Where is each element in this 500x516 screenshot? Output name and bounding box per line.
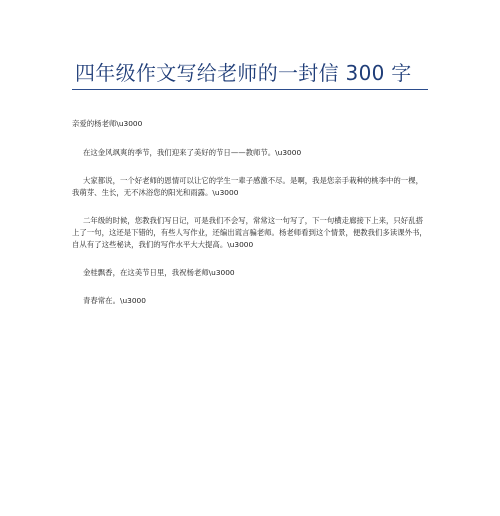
salutation: 亲爱的杨老师\u3000 (72, 119, 143, 128)
title-divider (72, 89, 428, 90)
paragraph-2: 大家都说，一个好老师的恩情可以让它的学生一辈子感激不尽。是啊，我是您亲手栽种的桃李中的一棵，我萌芽、生长，无不沐浴您的阳光和雨露。\u3000 (72, 176, 423, 197)
paragraph-1: 在这金风飒爽的季节，我们迎来了美好的节日——教师节。\u3000 (83, 148, 302, 157)
paragraph-5: 青春常在。\u3000 (83, 296, 146, 305)
paragraph-4: 金桂飘香，在这美节日里，我祝杨老师\u3000 (83, 268, 235, 277)
page-title: 四年级作文写给老师的一封信 300 字 (75, 61, 412, 85)
letter-body (72, 118, 428, 323)
paragraph-3: 二年级的时候，您教我们写日记，可是我们不会写，常常这一句写了，下一句横走廊接下上来，只好乱搭上了一句，这还是下错的，有些人写作业，还编出谎言骗老师。杨老师看到这个情景，便教我们多读课外书，自从有了这些秘诀，我们的写作水平大大提高。\u3000 (72, 216, 427, 249)
